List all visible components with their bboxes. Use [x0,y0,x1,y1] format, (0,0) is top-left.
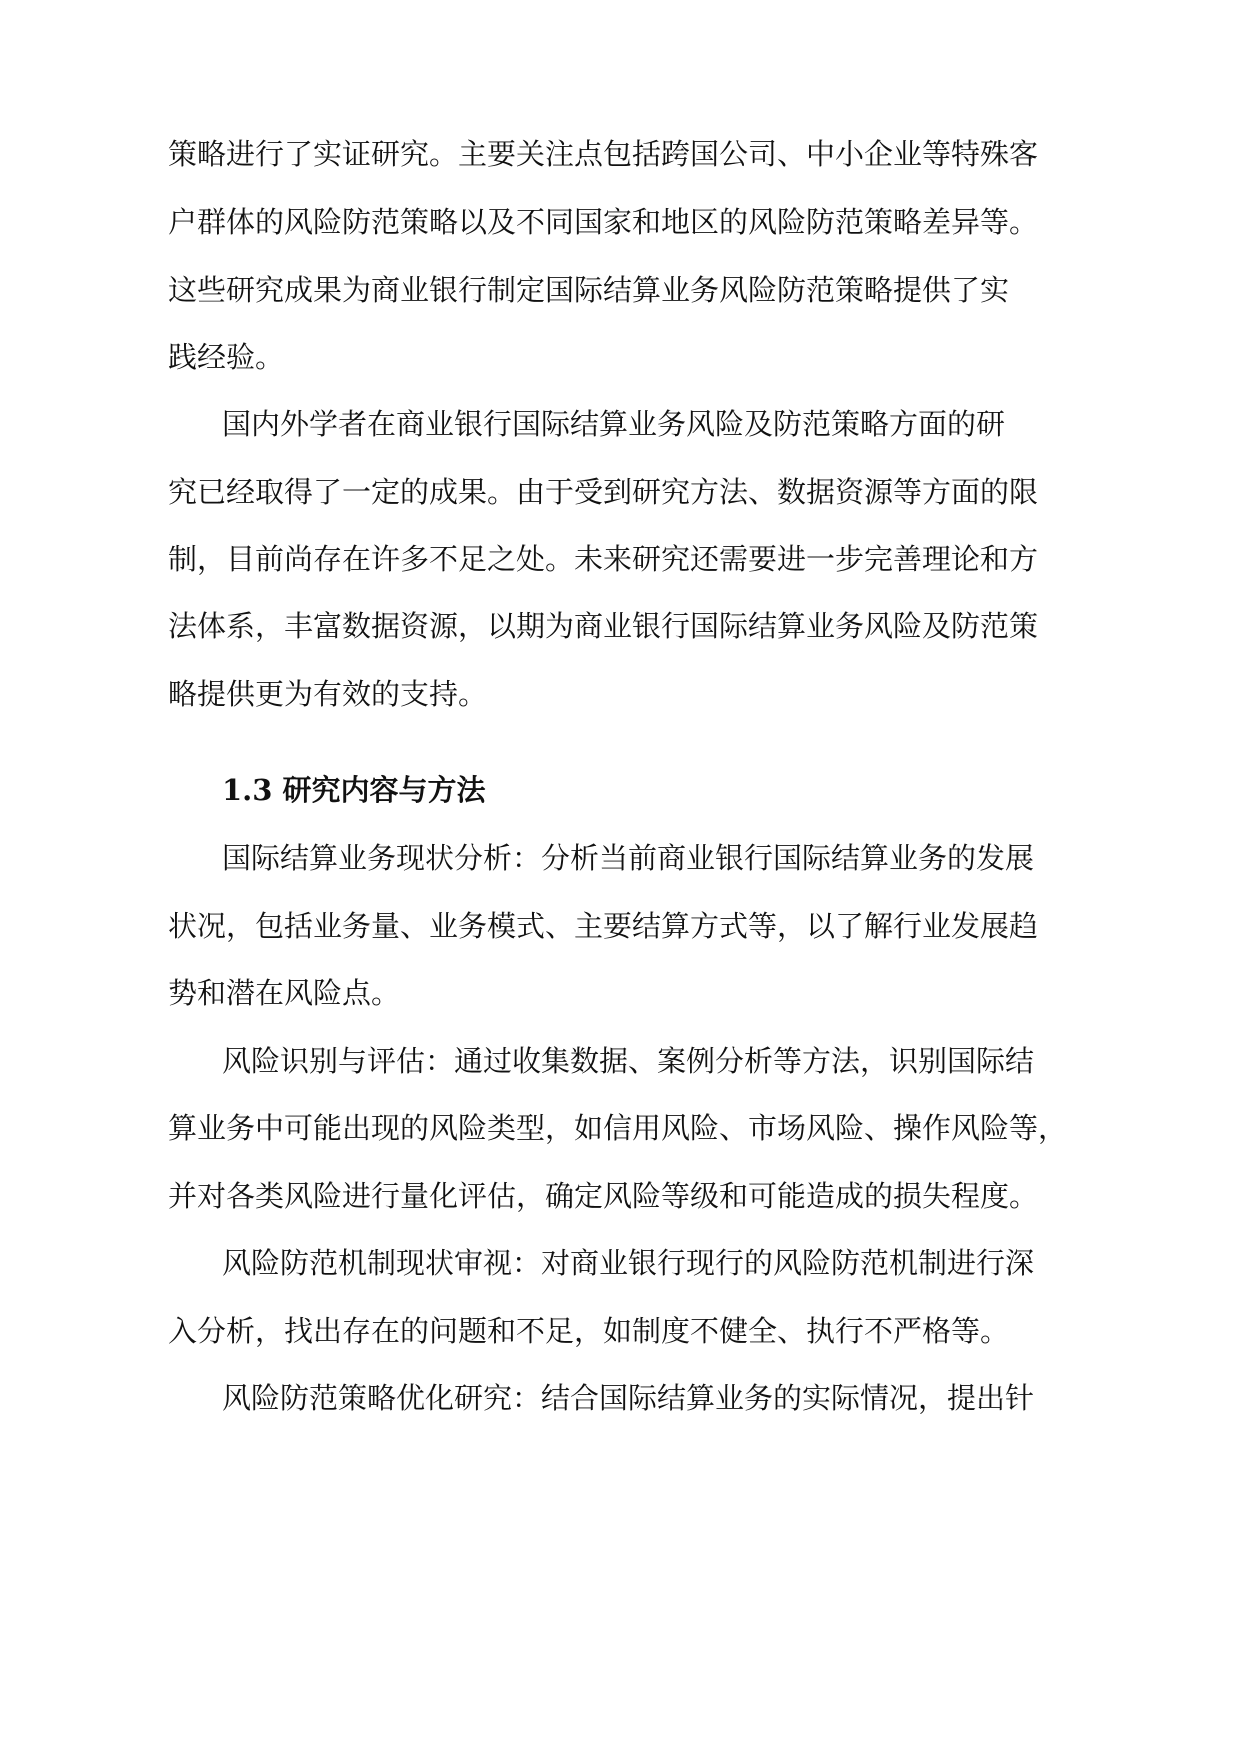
text-line: 法体系，丰富数据资源，以期为商业银行国际结算业务风险及防范策 [168,609,1039,643]
text-line: 风险防范策略优化研究：结合国际结算业务的实际情况，提出针 [222,1381,1035,1415]
text-line: 策略进行了实证研究。主要关注点包括跨国公司、中小企业等特殊客 [168,137,1039,171]
text-line: 算业务中可能出现的风险类型，如信用风险、市场风险、操作风险等， [168,1111,1068,1145]
text-line: 户群体的风险防范策略以及不同国家和地区的风险防范策略差异等。 [168,205,1039,239]
text-line: 风险防范机制现状审视：对商业银行现行的风险防范机制进行深 [222,1246,1035,1280]
text-line: 略提供更为有效的支持。 [168,677,488,711]
text-line: 状况，包括业务量、业务模式、主要结算方式等，以了解行业发展趋 [168,909,1039,943]
text-line: 国内外学者在商业银行国际结算业务风险及防范策略方面的研 [222,407,1006,441]
text-line: 风险识别与评估：通过收集数据、案例分析等方法，识别国际结 [222,1044,1035,1078]
text-line: 并对各类风险进行量化评估，确定风险等级和可能造成的损失程度。 [168,1179,1039,1213]
text-line: 入分析，找出存在的问题和不足，如制度不健全、执行不严格等。 [168,1314,1010,1348]
section-heading: 1.3 研究内容与方法 [222,773,486,807]
text-line: 践经验。 [168,340,285,374]
text-line: 这些研究成果为商业银行制定国际结算业务风险防范策略提供了实 [168,273,1010,307]
text-line: 制，目前尚存在许多不足之处。未来研究还需要进一步完善理论和方 [168,542,1039,576]
text-line: 究已经取得了一定的成果。由于受到研究方法、数据资源等方面的限 [168,475,1039,509]
text-line: 势和潜在风险点。 [168,976,401,1010]
text-line: 国际结算业务现状分析：分析当前商业银行国际结算业务的发展 [222,841,1035,875]
